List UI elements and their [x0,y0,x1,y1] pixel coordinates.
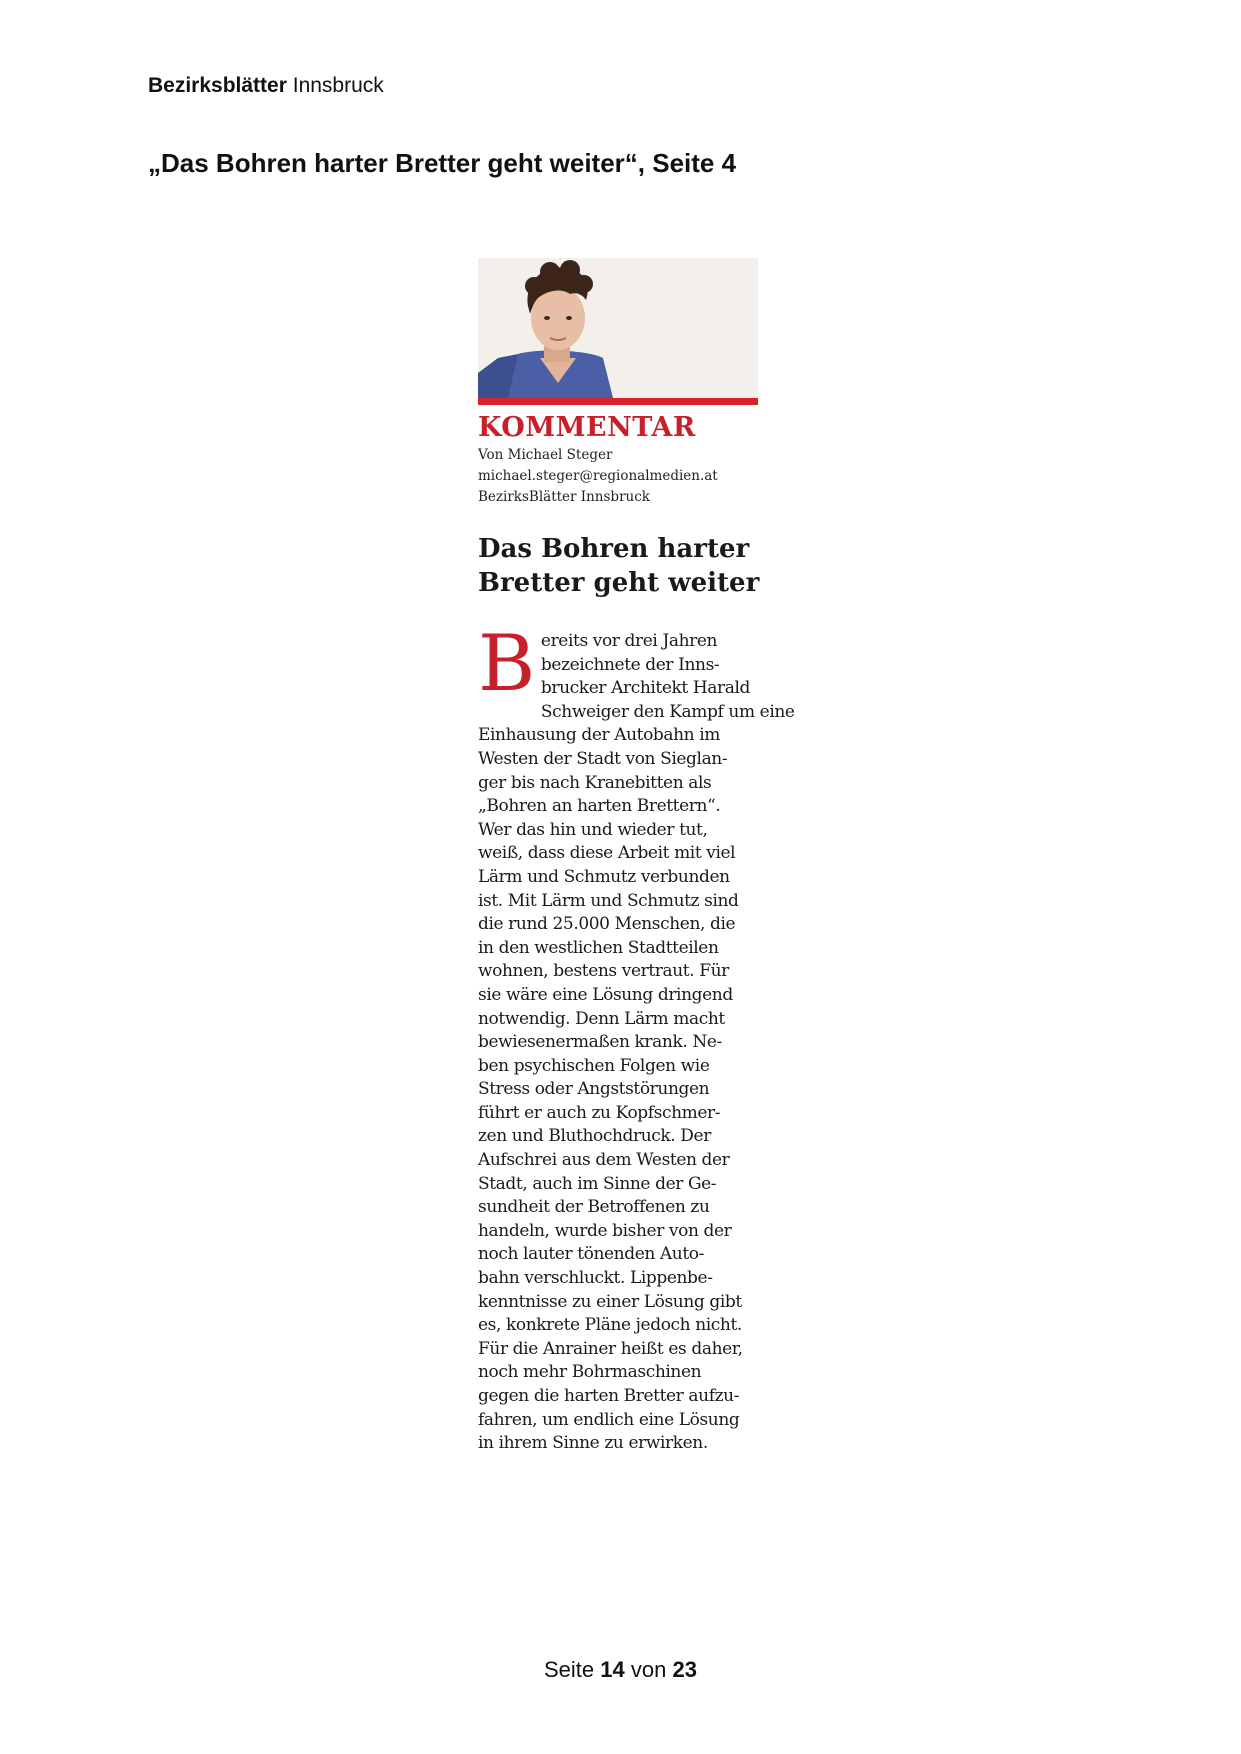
body-line: führt er auch zu Kopfschmer- [478,1102,721,1123]
body-line: fahren, um endlich eine Lösung [478,1409,740,1430]
body-line: sundheit der Betroffenen zu [478,1197,710,1218]
body-line: ben psychischen Folgen wie [478,1055,710,1076]
body-line: in den westlichen Stadtteilen [478,937,719,958]
section-kicker: KOMMENTAR [478,412,696,443]
newspaper-clipping [478,258,795,1456]
body-line: ereits vor drei Jahren [540,631,718,651]
body-line: kenntnisse zu einer Lösung gibt [478,1291,742,1312]
body-line: „Bohren an harten Brettern“. [478,796,721,817]
author-line: Von Michael Steger [478,447,613,463]
body-line: handeln, wurde bisher von der [478,1220,732,1241]
author-email: michael.steger@regionalmedien.at [478,468,718,484]
red-divider [478,398,758,405]
body-line: notwendig. Denn Lärm macht [478,1008,725,1029]
body-line: es, konkrete Pläne jedoch nicht. [478,1315,742,1336]
body-line: ist. Mit Lärm und Schmutz sind [478,890,739,911]
body-line: Einhausung der Autobahn im [478,725,720,746]
body-line: bewiesenermaßen krank. Ne- [478,1032,722,1053]
body-line: die rund 25.000 Menschen, die [478,914,736,935]
page-label: Seite [544,1657,595,1682]
publication-region: Innsbruck [292,74,384,97]
page-of-label: von [630,1657,667,1682]
body-line: in ihrem Sinne zu erwirken. [478,1433,708,1454]
body-line: bahn verschluckt. Lippenbe- [478,1268,713,1289]
body-line: Lärm und Schmutz verbunden [478,866,730,887]
body-line: bezeichnete der Inns- [540,654,720,675]
body-line: Schweiger den Kampf um eine [540,701,795,722]
publication-name: Bezirksblätter [148,74,287,97]
article-headline [478,532,763,600]
body-line: noch mehr Bohrmaschinen [478,1362,702,1383]
body-line: noch lauter tönenden Auto- [478,1244,704,1265]
body-line: sie wäre eine Lösung dringend [478,984,733,1005]
drop-cap: B [478,619,535,709]
headline-line: Bretter geht weiter [478,568,760,598]
byline [478,445,763,508]
body-line: weiß, dass diese Arbeit mit viel [478,843,736,864]
page-total: 23 [672,1657,697,1682]
page-number: 14 [600,1657,625,1682]
body-line: Stress oder Angststörungen [478,1079,710,1100]
body-line: Wer das hin und wieder tut, [478,819,708,840]
outlet-name: BezirksBlätter Innsbruck [478,489,650,505]
headline-line: Das Bohren harter [478,534,750,564]
body-line: brucker Architekt Harald [540,678,750,699]
body-line: Aufschrei aus dem Westen der [478,1150,730,1171]
body-line: wohnen, bestens vertraut. Für [478,961,729,982]
body-line: zen und Bluthochdruck. Der [478,1126,711,1147]
body-line: gegen die harten Bretter aufzu- [478,1386,740,1406]
body-line: Stadt, auch im Sinne der Ge- [478,1173,717,1194]
body-text [478,619,795,1456]
body-line: ger bis nach Kranebitten als [478,772,712,793]
body-line: Westen der Stadt von Sieglan- [478,748,728,769]
author-photo [478,258,758,398]
body-line: Für die Anrainer heißt es daher, [478,1338,743,1359]
document-title: „Das Bohren harter Bretter geht weiter“, Seite 4 [148,148,737,178]
article-body [478,619,795,1456]
publication-header [148,74,384,98]
page-footer [0,1657,1241,1683]
